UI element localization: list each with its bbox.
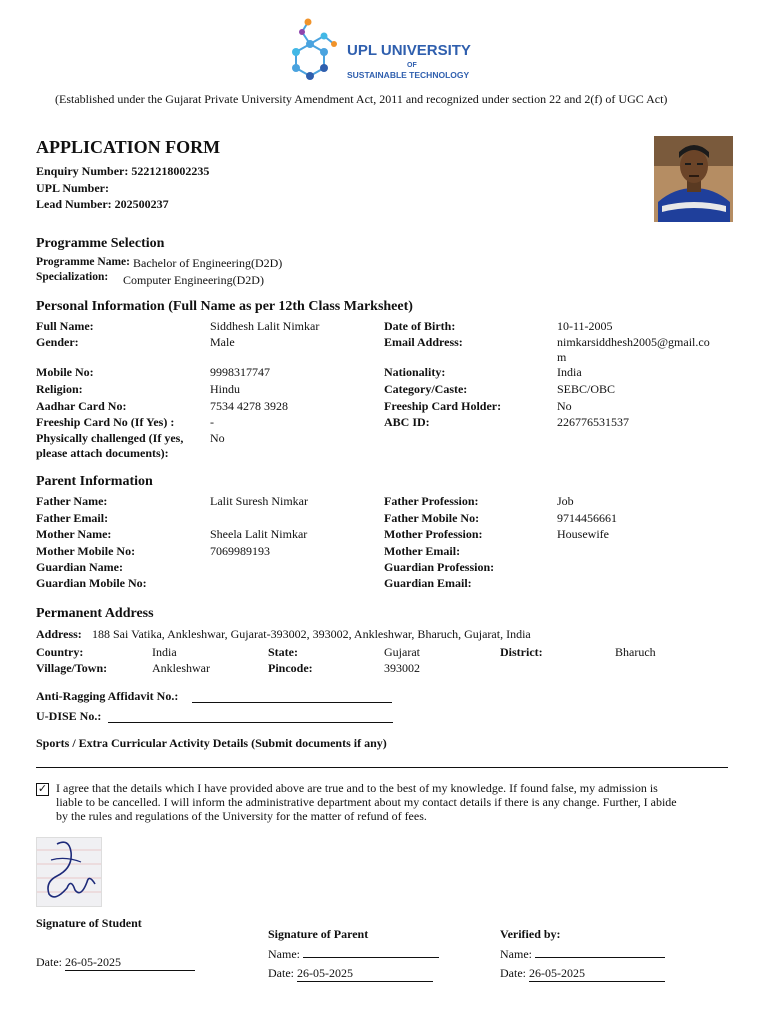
mother-profession-value: Housewife: [557, 527, 609, 541]
personal-heading: Personal Information (Full Name as per 12th Class Marksheet): [36, 299, 413, 314]
declaration-line-2: liable to be cancelled. I will inform the administrative department about my contact details if there is any change. Further, I abide: [56, 795, 677, 809]
address-label: Address:: [36, 627, 82, 641]
abc-id-value: 226776531537: [557, 415, 629, 429]
mobile-label: Mobile No:: [36, 365, 94, 379]
parent-date: [268, 966, 433, 982]
established-note: (Established under the Gujarat Private University Amendment Act, 2011 and recognized under section 22 and 2(f) of UGC Act): [55, 92, 668, 106]
verified-name-line: [535, 944, 665, 958]
mother-name-value: Sheela Lalit Nimkar: [210, 527, 308, 541]
verified-by-label: Verified by:: [500, 927, 561, 941]
mobile-value: 9998317747: [210, 365, 270, 379]
district-value: Bharuch: [615, 645, 656, 659]
udise-line: [108, 722, 393, 723]
programme-name-value: Bachelor of Engineering(D2D): [133, 256, 283, 270]
student-date: [36, 955, 195, 971]
country-label: Country:: [36, 645, 84, 659]
lead-number: [36, 197, 169, 212]
gender-label: Gender:: [36, 335, 79, 349]
aadhar-value: 7534 4278 3928: [210, 399, 288, 413]
state-label: State:: [268, 645, 298, 659]
guardian-email-label: Guardian Email:: [384, 576, 472, 590]
verified-name: [500, 944, 665, 962]
enquiry-label: Enquiry Number:: [36, 164, 129, 178]
guardian-name-label: Guardian Name:: [36, 560, 123, 574]
nationality-value: India: [557, 365, 582, 379]
mother-profession-label: Mother Profession:: [384, 527, 483, 541]
religion-value: Hindu: [210, 382, 240, 396]
physically-challenged-label-1: Physically challenged (If yes,: [36, 431, 184, 445]
anti-ragging-line: [192, 702, 392, 703]
email-value-line-2: m: [557, 350, 567, 364]
village-label: Village/Town:: [36, 661, 108, 675]
mother-email-label: Mother Email:: [384, 544, 461, 558]
category-label: Category/Caste:: [384, 382, 468, 396]
country-value: India: [152, 645, 177, 659]
dob-label: Date of Birth:: [384, 319, 456, 333]
sports-line: [36, 767, 728, 768]
specialization-label: Specialization:: [36, 271, 109, 283]
pincode-label: Pincode:: [268, 661, 313, 675]
verified-date-value: 26-05-2025: [529, 966, 665, 982]
father-mobile-value: 9714456661: [557, 511, 617, 525]
university-name: UPL UNIVERSITY: [347, 42, 471, 59]
district-label: District:: [500, 645, 543, 659]
physically-challenged-value: No: [210, 431, 225, 445]
freeship-no-label: Freeship Card No (If Yes) :: [36, 415, 175, 429]
physically-challenged-label-2: please attach documents):: [36, 446, 169, 460]
upl-label: UPL Number:: [36, 181, 109, 195]
freeship-holder-label: Freeship Card Holder:: [384, 399, 502, 413]
address-heading: Permanent Address: [36, 606, 154, 621]
nationality-label: Nationality:: [384, 365, 446, 379]
programme-heading: Programme Selection: [36, 236, 165, 251]
student-signature-label: Signature of Student: [36, 916, 142, 930]
full-name-value: Siddhesh Lalit Nimkar: [210, 319, 320, 333]
freeship-no-value: -: [210, 415, 214, 429]
mother-mobile-label: Mother Mobile No:: [36, 544, 136, 558]
parent-name-line: [303, 944, 439, 958]
declaration-line-3: by the rules and regulations of the University for the matter of refund of fees.: [56, 809, 427, 823]
verified-date: [500, 966, 665, 982]
form-title: APPLICATION FORM: [36, 137, 221, 157]
sports-heading: Sports / Extra Curricular Activity Details (Submit documents if any): [36, 736, 387, 750]
category-value: SEBC/OBC: [557, 382, 616, 396]
student-date-label: Date:: [36, 955, 62, 969]
guardian-profession-label: Guardian Profession:: [384, 560, 495, 574]
verified-date-label: Date:: [500, 966, 526, 980]
full-name-label: Full Name:: [36, 319, 94, 333]
gender-value: Male: [210, 335, 235, 349]
signature-icon: [37, 838, 101, 906]
parent-date-label: Date:: [268, 966, 294, 980]
enquiry-value: 5221218002235: [131, 164, 210, 178]
father-mobile-label: Father Mobile No:: [384, 511, 480, 525]
father-profession-value: Job: [557, 494, 574, 508]
udise-label: U-DISE No.:: [36, 709, 102, 723]
verified-name-label: Name:: [500, 947, 532, 961]
father-name-label: Father Name:: [36, 494, 108, 508]
address-value: 188 Sai Vatika, Ankleshwar, Gujarat-393002, 393002, Ankleshwar, Bharuch, Gujarat, India: [92, 627, 531, 641]
state-value: Gujarat: [384, 645, 420, 659]
guardian-mobile-label: Guardian Mobile No:: [36, 576, 147, 590]
lead-label: Lead Number:: [36, 197, 112, 211]
parent-name-label: Name:: [268, 947, 300, 961]
applicant-photo: [654, 136, 733, 222]
father-profession-label: Father Profession:: [384, 494, 479, 508]
person-photo-icon: [654, 136, 733, 222]
programme-name-label: Programme Name:: [36, 256, 130, 268]
lead-value: 202500237: [114, 197, 169, 211]
upl-number: [36, 181, 109, 196]
mother-name-label: Mother Name:: [36, 527, 112, 541]
anti-ragging-label: Anti-Ragging Affidavit No.:: [36, 689, 179, 703]
parent-name: [268, 944, 439, 962]
mother-mobile-value: 7069989193: [210, 544, 270, 558]
email-label: Email Address:: [384, 335, 463, 349]
parent-signature-label: Signature of Parent: [268, 927, 369, 941]
parent-heading: Parent Information: [36, 474, 153, 489]
father-name-value: Lalit Suresh Nimkar: [210, 494, 308, 508]
aadhar-label: Aadhar Card No:: [36, 399, 127, 413]
enquiry-number: [36, 164, 209, 179]
father-email-label: Father Email:: [36, 511, 109, 525]
student-date-value: 26-05-2025: [65, 955, 195, 971]
religion-label: Religion:: [36, 382, 83, 396]
university-of: OF: [407, 62, 417, 69]
declaration-checkbox[interactable]: ✓: [37, 783, 48, 795]
abc-id-label: ABC ID:: [384, 415, 430, 429]
email-value-line-1: nimkarsiddhesh2005@gmail.co: [557, 335, 710, 349]
declaration-line-1: I agree that the details which I have provided above are true and to the best of my knowledge. If found false, my admission is: [56, 781, 658, 795]
specialization-value: Computer Engineering(D2D): [123, 273, 264, 287]
freeship-holder-value: No: [557, 399, 572, 413]
parent-date-value: 26-05-2025: [297, 966, 433, 982]
university-logo-icon: [284, 14, 346, 88]
village-value: Ankleshwar: [152, 661, 210, 675]
pincode-value: 393002: [384, 661, 420, 675]
university-subtitle: SUSTAINABLE TECHNOLOGY: [347, 70, 470, 80]
student-signature-image: [36, 837, 102, 907]
dob-value: 10-11-2005: [557, 319, 613, 333]
